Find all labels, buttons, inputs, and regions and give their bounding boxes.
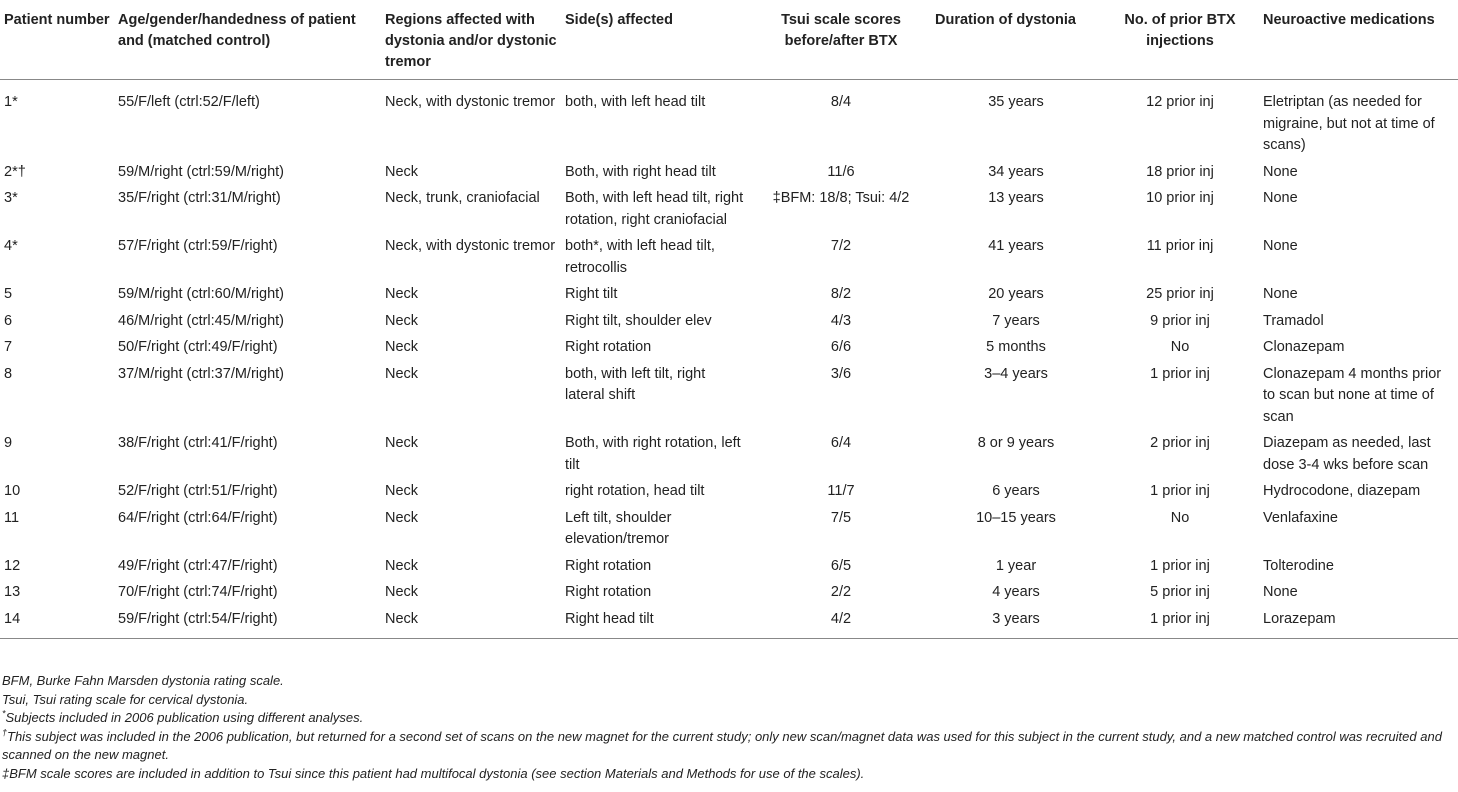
cell-patient-number: 10 <box>4 483 21 499</box>
footnote-dagger-text: This subject was included in the 2006 publication, but returned for a second set of scans on the new magnet for the current study; only new scan/magnet data was used for this subject in the current study, and a new matched control was recruited and scanned on the new magnet. <box>2 728 1442 762</box>
cell-age-gender-handedness: 70/F/right (ctrl:74/F/right) <box>118 584 278 600</box>
patient-table <box>0 2 1458 639</box>
cell-medications: None <box>1263 163 1298 180</box>
cell-regions-affected: Neck <box>385 365 419 382</box>
cell-duration: 35 years <box>988 94 1044 110</box>
cell-duration: 3–4 years <box>984 365 1048 382</box>
cell-medications: None <box>1263 238 1298 254</box>
table-row <box>0 80 1458 159</box>
cell-regions-affected: Neck <box>385 557 419 574</box>
cell-age-gender-handedness: 37/M/right (ctrl:37/M/right) <box>118 365 284 382</box>
cell-sides-affected: Left tilt, shoulder elevation/tremor <box>565 509 672 547</box>
cell-patient-number: 5 <box>4 286 13 302</box>
cell-age-gender-handedness: 59/M/right (ctrl:60/M/right) <box>118 286 284 302</box>
header-sides-affected: Side(s) affected <box>565 12 673 28</box>
cell-prior-injections: 18 prior inj <box>1146 163 1214 180</box>
cell-prior-injections: 1 prior inj <box>1150 365 1210 382</box>
footnote-dagger <box>2 728 1452 765</box>
cell-age-gender-handedness: 46/M/right (ctrl:45/M/right) <box>118 312 284 329</box>
cell-sides-affected: Right rotation <box>565 584 652 600</box>
cell-medications: Venlafaxine <box>1263 509 1338 526</box>
cell-age-gender-handedness: 64/F/right (ctrl:64/F/right) <box>118 509 278 526</box>
table-row <box>0 185 1458 233</box>
cell-duration: 5 months <box>986 339 1046 355</box>
cell-sides-affected: Both, with right rotation, left tilt <box>565 435 741 473</box>
cell-prior-injections: 12 prior inj <box>1146 94 1214 110</box>
cell-regions-affected: Neck, trunk, craniofacial <box>385 190 540 206</box>
footnote-ddagger: ‡BFM scale scores are included in addition to Tsui since this patient had multifocal dystonia (see section Materials and Methods for use of the scales). <box>2 765 865 781</box>
table-body <box>0 80 1458 639</box>
cell-duration: 10–15 years <box>976 509 1056 526</box>
cell-medications: Diazepam as needed, last dose 3-4 wks before scan <box>1263 435 1431 473</box>
cell-patient-number: 12 <box>4 557 21 574</box>
cell-sides-affected: both, with left head tilt <box>565 94 706 110</box>
cell-duration: 34 years <box>988 163 1044 180</box>
cell-sides-affected: right rotation, head tilt <box>565 483 705 499</box>
table-row <box>0 233 1458 281</box>
cell-tsui-scores: 6/5 <box>830 557 852 574</box>
cell-patient-number: 3* <box>4 190 18 206</box>
cell-prior-injections: 10 prior inj <box>1146 190 1214 206</box>
cell-medications: Lorazepam <box>1263 610 1336 627</box>
cell-duration: 20 years <box>988 286 1044 302</box>
cell-medications: None <box>1263 190 1298 206</box>
cell-regions-affected: Neck <box>385 483 419 499</box>
table-row <box>0 361 1458 431</box>
cell-prior-injections: 2 prior inj <box>1150 435 1210 451</box>
cell-medications: Tramadol <box>1263 312 1324 329</box>
cell-duration: 6 years <box>992 483 1040 499</box>
cell-patient-number: 14 <box>4 610 21 627</box>
cell-age-gender-handedness: 49/F/right (ctrl:47/F/right) <box>118 557 278 574</box>
cell-duration: 1 year <box>995 557 1037 574</box>
cell-tsui-scores: 7/5 <box>830 509 852 526</box>
header-medications: Neuroactive medications <box>1263 12 1435 28</box>
cell-prior-injections: 9 prior inj <box>1150 312 1210 329</box>
cell-tsui-scores: 6/6 <box>830 339 852 355</box>
cell-sides-affected: Right tilt, shoulder elev <box>565 312 712 329</box>
cell-age-gender-handedness: 52/F/right (ctrl:51/F/right) <box>118 483 278 499</box>
table-row <box>0 553 1458 580</box>
cell-regions-affected: Neck <box>385 610 419 627</box>
cell-sides-affected: both, with left tilt, right lateral shift <box>565 365 706 403</box>
cell-patient-number: 2*† <box>4 163 26 180</box>
footnote-dagger-mark: † <box>2 727 8 738</box>
cell-tsui-scores: 8/2 <box>830 286 852 302</box>
cell-patient-number: 1* <box>4 94 18 110</box>
table-row <box>0 281 1458 308</box>
cell-prior-injections: No <box>1170 509 1190 526</box>
cell-age-gender-handedness: 55/F/left (ctrl:52/F/left) <box>118 94 260 110</box>
cell-tsui-scores: 4/3 <box>830 312 852 329</box>
cell-regions-affected: Neck <box>385 584 419 600</box>
table-row <box>0 430 1458 478</box>
cell-medications: Clonazepam <box>1263 339 1345 355</box>
table-row <box>0 606 1458 639</box>
footnote-bfm: BFM, Burke Fahn Marsden dystonia rating scale. <box>2 673 284 688</box>
cell-medications: None <box>1263 584 1298 600</box>
cell-regions-affected: Neck, with dystonic tremor <box>385 94 556 110</box>
cell-prior-injections: No <box>1170 339 1190 355</box>
cell-medications: Tolterodine <box>1263 557 1334 574</box>
table-row <box>0 505 1458 553</box>
footnote-star-text: Subjects included in 2006 publication using different analyses. <box>5 710 364 725</box>
cell-medications: Clonazepam 4 months prior to scan but none at time of scan <box>1263 365 1442 425</box>
cell-regions-affected: Neck <box>385 339 419 355</box>
cell-medications: Hydrocodone, diazepam <box>1263 483 1421 499</box>
cell-patient-number: 11 <box>4 509 20 526</box>
cell-tsui-scores: 2/2 <box>830 584 852 600</box>
cell-age-gender-handedness: 59/F/right (ctrl:54/F/right) <box>118 610 278 627</box>
cell-sides-affected: both*, with left head tilt, retrocollis <box>565 238 715 276</box>
header-duration: Duration of dystonia <box>935 12 1076 28</box>
cell-tsui-scores: 6/4 <box>830 435 852 451</box>
cell-regions-affected: Neck <box>385 163 419 180</box>
cell-regions-affected: Neck <box>385 286 419 302</box>
table-row <box>0 159 1458 186</box>
cell-tsui-scores: 11/7 <box>827 483 855 499</box>
footnote-star-mark: * <box>2 708 6 719</box>
cell-duration: 8 or 9 years <box>977 435 1055 451</box>
cell-tsui-scores: 4/2 <box>830 610 852 627</box>
cell-patient-number: 4* <box>4 238 18 254</box>
cell-regions-affected: Neck, with dystonic tremor <box>385 238 556 254</box>
cell-medications: Eletriptan (as needed for migraine, but not at time of scans) <box>1263 94 1435 153</box>
cell-sides-affected: Both, with right head tilt <box>565 163 716 180</box>
cell-tsui-scores: 8/4 <box>830 94 852 110</box>
header-row <box>0 2 1458 80</box>
cell-prior-injections: 1 prior inj <box>1150 610 1210 627</box>
cell-sides-affected: Both, with left head tilt, right rotation, right craniofacial <box>565 190 744 228</box>
cell-regions-affected: Neck <box>385 435 419 451</box>
cell-age-gender-handedness: 35/F/right (ctrl:31/M/right) <box>118 190 281 206</box>
cell-tsui-scores: 11/6 <box>827 163 855 180</box>
cell-age-gender-handedness: 59/M/right (ctrl:59/M/right) <box>118 163 284 180</box>
cell-regions-affected: Neck <box>385 509 419 526</box>
cell-sides-affected: Right head tilt <box>565 610 654 627</box>
header-tsui-scores: Tsui scale scores before/after BTX <box>781 12 901 49</box>
table-row <box>0 478 1458 505</box>
cell-patient-number: 13 <box>4 584 21 600</box>
cell-duration: 4 years <box>992 584 1040 600</box>
cell-age-gender-handedness: 38/F/right (ctrl:41/F/right) <box>118 435 278 451</box>
cell-prior-injections: 1 prior inj <box>1150 483 1210 499</box>
table-row <box>0 334 1458 361</box>
cell-prior-injections: 1 prior inj <box>1150 557 1210 574</box>
cell-sides-affected: Right tilt <box>565 286 618 302</box>
table-row <box>0 308 1458 335</box>
cell-duration: 41 years <box>988 238 1044 254</box>
cell-sides-affected: Right rotation <box>565 339 652 355</box>
cell-sides-affected: Right rotation <box>565 557 652 574</box>
footnote-tsui: Tsui, Tsui rating scale for cervical dystonia. <box>2 691 249 707</box>
cell-prior-injections: 11 prior inj <box>1146 238 1214 254</box>
cell-age-gender-handedness: 57/F/right (ctrl:59/F/right) <box>118 238 278 254</box>
cell-tsui-scores: 3/6 <box>830 365 852 382</box>
cell-patient-number: 8 <box>4 365 13 382</box>
cell-prior-injections: 5 prior inj <box>1150 584 1210 600</box>
footnote-star <box>2 709 1452 728</box>
cell-patient-number: 6 <box>4 312 13 329</box>
cell-age-gender-handedness: 50/F/right (ctrl:49/F/right) <box>118 339 278 355</box>
header-age-gender-handedness: Age/gender/handedness of patient and (matched control) <box>118 12 356 49</box>
cell-tsui-scores: 7/2 <box>830 238 852 254</box>
cell-medications: None <box>1263 286 1298 302</box>
cell-prior-injections: 25 prior inj <box>1146 286 1214 302</box>
cell-patient-number: 7 <box>4 339 13 355</box>
header-regions-affected: Regions affected with dystonia and/or dystonic tremor <box>385 12 557 70</box>
header-prior-injections: No. of prior BTX injections <box>1124 12 1236 49</box>
cell-regions-affected: Neck <box>385 312 419 329</box>
cell-duration: 3 years <box>992 610 1040 627</box>
header-patient-number: Patient number <box>4 12 110 28</box>
cell-patient-number: 9 <box>4 435 13 451</box>
cell-tsui-scores: ‡BFM: 18/8; Tsui: 4/2 <box>772 190 910 206</box>
table-header <box>0 2 1458 80</box>
cell-duration: 13 years <box>988 190 1044 206</box>
table-row <box>0 579 1458 606</box>
cell-duration: 7 years <box>992 312 1040 329</box>
footnotes <box>2 672 1452 783</box>
